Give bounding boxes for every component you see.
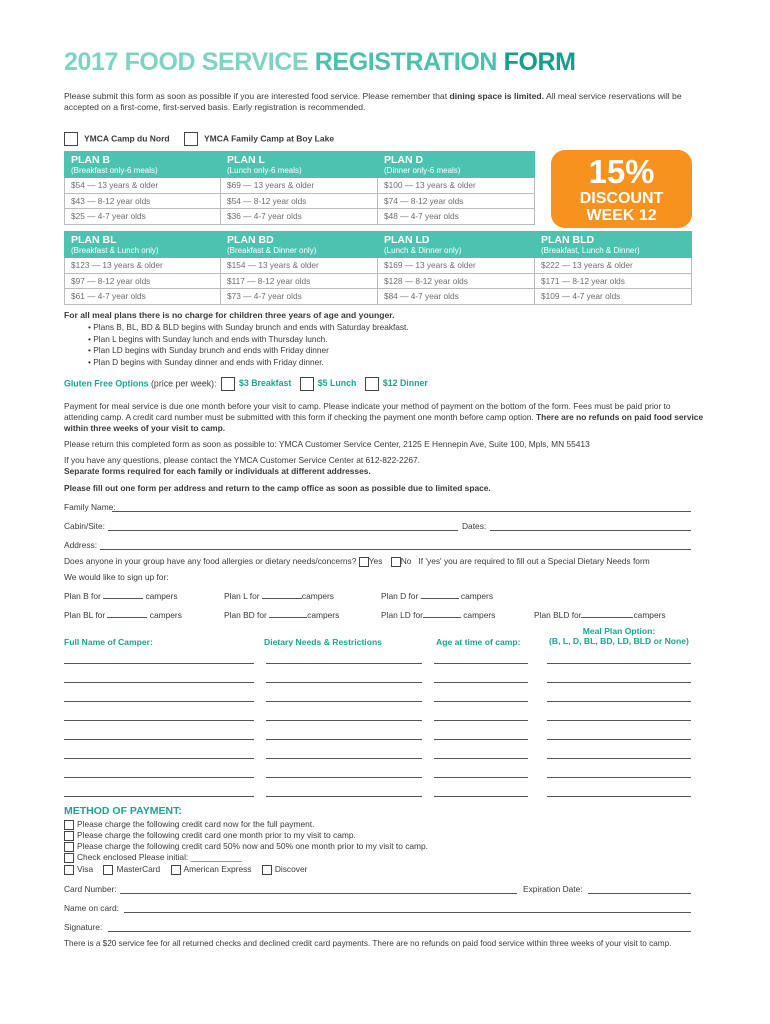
camper-entry-line[interactable] (64, 758, 254, 759)
plan-header: PLAN LD (Lunch & Dinner only) (378, 232, 535, 258)
camper-entry-line[interactable] (266, 739, 422, 740)
questions-paragraph: If you have any questions, please contact the YMCA Customer Service Center at 612-822-2267. (64, 455, 420, 465)
checkbox[interactable] (64, 831, 74, 841)
page-title: 2017 FOOD SERVICE REGISTRATION FORM (64, 48, 576, 76)
camper-entry-line[interactable] (547, 758, 691, 759)
payment-option-full[interactable]: Please charge the following credit card now for the full payment. (64, 819, 314, 830)
camper-entry-line[interactable] (547, 739, 691, 740)
camper-entry-line[interactable] (547, 796, 691, 797)
campers-count-field[interactable] (421, 598, 459, 599)
plan-bullets: • Plans B, BL, BD & BLD begins with Sunday brunch and ends with Saturday breakfast. • Plan L begins with Sunday lunch and ends with Thursday lunch. • Plan LD begins with Sunday brunch and ends with Friday dinner • Plan D begins with Sunday dinner and ends with Friday dinner. (88, 322, 409, 367)
plan-header: PLAN BLD (Breakfast, Lunch & Dinner) (535, 232, 692, 258)
column-header-diet: Dietary Needs & Restrictions (264, 637, 382, 647)
plans-table-bottom: PLAN BL (Breakfast & Lunch only) PLAN BD (Breakfast & Dinner only) PLAN LD (Lunch & Dinner only) PLAN BLD (Breakfast, Lunch & Dinner) $123 — 13 years & older $154 — 13 years & older $169 — 13 years & older $222 — 13 years & older $97 — 8-12 year olds $117 — 8-12 year olds $128 — 8-12 year olds $171 — 8-12 year olds $61 — 4-7 year olds $73 — 4-7 year olds $84 — 4-7 year olds $109 — 4-7 year olds (64, 231, 692, 305)
signup-plan-b: Plan B for campers (64, 591, 178, 601)
camper-entry-line[interactable] (547, 777, 691, 778)
visa-checkbox[interactable] (64, 865, 74, 875)
camp-option-boy-lake[interactable]: YMCA Family Camp at Boy Lake (184, 132, 334, 146)
camper-entry-line[interactable] (547, 701, 691, 702)
cabin-label: Cabin/Site: (64, 521, 105, 531)
campers-count-field[interactable] (262, 598, 302, 599)
amex-checkbox[interactable] (171, 865, 181, 875)
signature-field[interactable] (108, 931, 691, 932)
camper-entry-line[interactable] (266, 720, 422, 721)
checkbox[interactable] (184, 132, 198, 146)
gluten-breakfast-checkbox[interactable] (221, 377, 235, 391)
address-label: Address: (64, 540, 98, 550)
gluten-lunch-checkbox[interactable] (300, 377, 314, 391)
camper-entry-line[interactable] (434, 758, 528, 759)
allergy-yes-checkbox[interactable] (359, 557, 369, 567)
gluten-dinner-checkbox[interactable] (365, 377, 379, 391)
card-number-field[interactable] (120, 893, 517, 894)
name-on-card-field[interactable] (124, 912, 691, 913)
camper-entry-line[interactable] (266, 777, 422, 778)
column-header-name: Full Name of Camper: (64, 637, 153, 647)
campers-count-field[interactable] (107, 617, 147, 618)
camper-entry-line[interactable] (547, 720, 691, 721)
camper-entry-line[interactable] (266, 682, 422, 683)
signup-plan-ld: Plan LD for campers (381, 610, 496, 620)
signup-plan-bl: Plan BL for campers (64, 610, 182, 620)
dates-label: Dates: (462, 521, 487, 531)
card-number-label: Card Number: (64, 884, 117, 894)
payment-option-month-prior[interactable]: Please charge the following credit card one month prior to my visit to camp. (64, 830, 356, 841)
camper-entry-line[interactable] (266, 701, 422, 702)
family-name-field[interactable] (112, 511, 691, 512)
camper-entry-line[interactable] (266, 758, 422, 759)
gluten-free-options: Gluten Free Options (price per week): $3 Breakfast $5 Lunch $12 Dinner (64, 377, 428, 391)
camper-entry-line[interactable] (434, 796, 528, 797)
camper-entry-line[interactable] (434, 663, 528, 664)
dates-field[interactable] (490, 530, 691, 531)
plan-header: PLAN D (Dinner only-6 meals) (378, 152, 535, 178)
footer-note: There is a $20 service fee for all returned checks and declined credit card payments. There are no refunds on paid food service within three weeks of your visit to camp. (64, 939, 672, 948)
allergy-question: Does anyone in your group have any food allergies or dietary needs/concerns? Yes No If 'yes' you are required to fill out a Special Dietary Needs form (64, 556, 650, 566)
checkbox[interactable] (64, 853, 74, 863)
camper-entry-line[interactable] (64, 701, 254, 702)
age-note: For all meal plans there is no charge for children three years of age and younger. (64, 310, 395, 320)
method-of-payment-title: METHOD OF PAYMENT: (64, 805, 182, 817)
camper-entry-line[interactable] (266, 663, 422, 664)
plan-header: PLAN BL (Breakfast & Lunch only) (65, 232, 221, 258)
camper-entry-line[interactable] (547, 663, 691, 664)
intro-text: Please submit this form as soon as possible if you are interested food service. Please remember that dining space is limited. All meal service reservations will be accepted on a first-come, first-served basis. Early registration is recommended. (64, 91, 682, 112)
signature-label: Signature: (64, 922, 103, 932)
camper-entry-line[interactable] (434, 701, 528, 702)
camp-option-du-nord[interactable]: YMCA Camp du Nord (64, 132, 170, 146)
name-on-card-label: Name on card: (64, 903, 119, 913)
camper-entry-line[interactable] (64, 796, 254, 797)
signup-plan-bld: Plan BLD for campers (534, 610, 666, 620)
camper-entry-line[interactable] (64, 777, 254, 778)
return-paragraph: Please return this completed form as soon as possible to: YMCA Customer Service Center, 2125 E Hennepin Ave, Suite 100, Mpls, MN 55413 (64, 439, 590, 449)
checkbox[interactable] (64, 820, 74, 830)
camper-entry-line[interactable] (547, 682, 691, 683)
signup-plan-d: Plan D for campers (381, 591, 494, 601)
signup-plan-bd: Plan BD for campers (224, 610, 340, 620)
plan-header: PLAN L (Lunch only-6 meals) (221, 152, 378, 178)
payment-paragraph: Payment for meal service is due one month before your visit to camp. Please indicate your method of payment on the bottom of the form. Fees must be paid prior to attending camp. A credit card number must be submitted with this form if checking the payment one month before camp option. There are no refunds on paid food service within three weeks of your visit to camp. (64, 401, 704, 433)
campers-count-field[interactable] (581, 617, 633, 618)
column-header-meal: Meal Plan Option: (B, L, D, BL, BD, LD, BLD or None) (549, 626, 689, 646)
campers-count-field[interactable] (269, 617, 307, 618)
mastercard-checkbox[interactable] (103, 865, 113, 875)
column-header-age: Age at time of camp: (436, 637, 521, 647)
signup-label: We would like to sign up for: (64, 572, 169, 582)
separate-forms-note: Separate forms required for each family or individuals at different addresses. (64, 466, 371, 476)
signup-plan-l: Plan L for campers (224, 591, 334, 601)
discover-checkbox[interactable] (262, 865, 272, 875)
camper-entry-line[interactable] (434, 777, 528, 778)
payment-option-split[interactable]: Please charge the following credit card 50% now and 50% one month prior to my visit to camp. (64, 841, 428, 852)
camper-entry-line[interactable] (434, 682, 528, 683)
campers-count-field[interactable] (103, 598, 143, 599)
plans-table-top: PLAN B (Breakfast only-6 meals) PLAN L (Lunch only-6 meals) PLAN D (Dinner only-6 meals) $54 — 13 years & older $69 — 13 years & older $100 — 13 years & older $43 — 8-12 year olds $54 — 8-12 year olds $74 — 8-12 year olds $25 — 4-7 year olds $36 — 4-7 year olds $48 — 4-7 year olds (64, 151, 692, 225)
camper-entry-line[interactable] (64, 720, 254, 721)
campers-count-field[interactable] (423, 617, 461, 618)
camper-entry-line[interactable] (434, 720, 528, 721)
expiration-field[interactable] (588, 893, 691, 894)
payment-option-check[interactable]: Check enclosed Please initial: ___________ (64, 852, 242, 863)
plan-header: PLAN BD (Breakfast & Dinner only) (221, 232, 378, 258)
camper-entry-line[interactable] (266, 796, 422, 797)
allergy-no-checkbox[interactable] (391, 557, 401, 567)
expiration-label: Expiration Date: (523, 884, 583, 894)
camper-entry-line[interactable] (64, 682, 254, 683)
card-type-options: Visa MasterCard American Express Discover (64, 864, 307, 875)
address-field[interactable] (100, 549, 691, 550)
camper-entry-line[interactable] (434, 739, 528, 740)
camper-entry-line[interactable] (64, 739, 254, 740)
checkbox[interactable] (64, 842, 74, 852)
plan-header: PLAN B (Breakfast only-6 meals) (65, 152, 221, 178)
discount-badge: 15% DISCOUNT WEEK 12 (551, 150, 692, 228)
checkbox[interactable] (64, 132, 78, 146)
family-name-label: Family Name: (64, 502, 116, 512)
fill-out-note: Please fill out one form per address and return to the camp office as soon as possible due to limited space. (64, 483, 491, 493)
camper-entry-line[interactable] (64, 663, 254, 664)
cabin-field[interactable] (108, 530, 458, 531)
